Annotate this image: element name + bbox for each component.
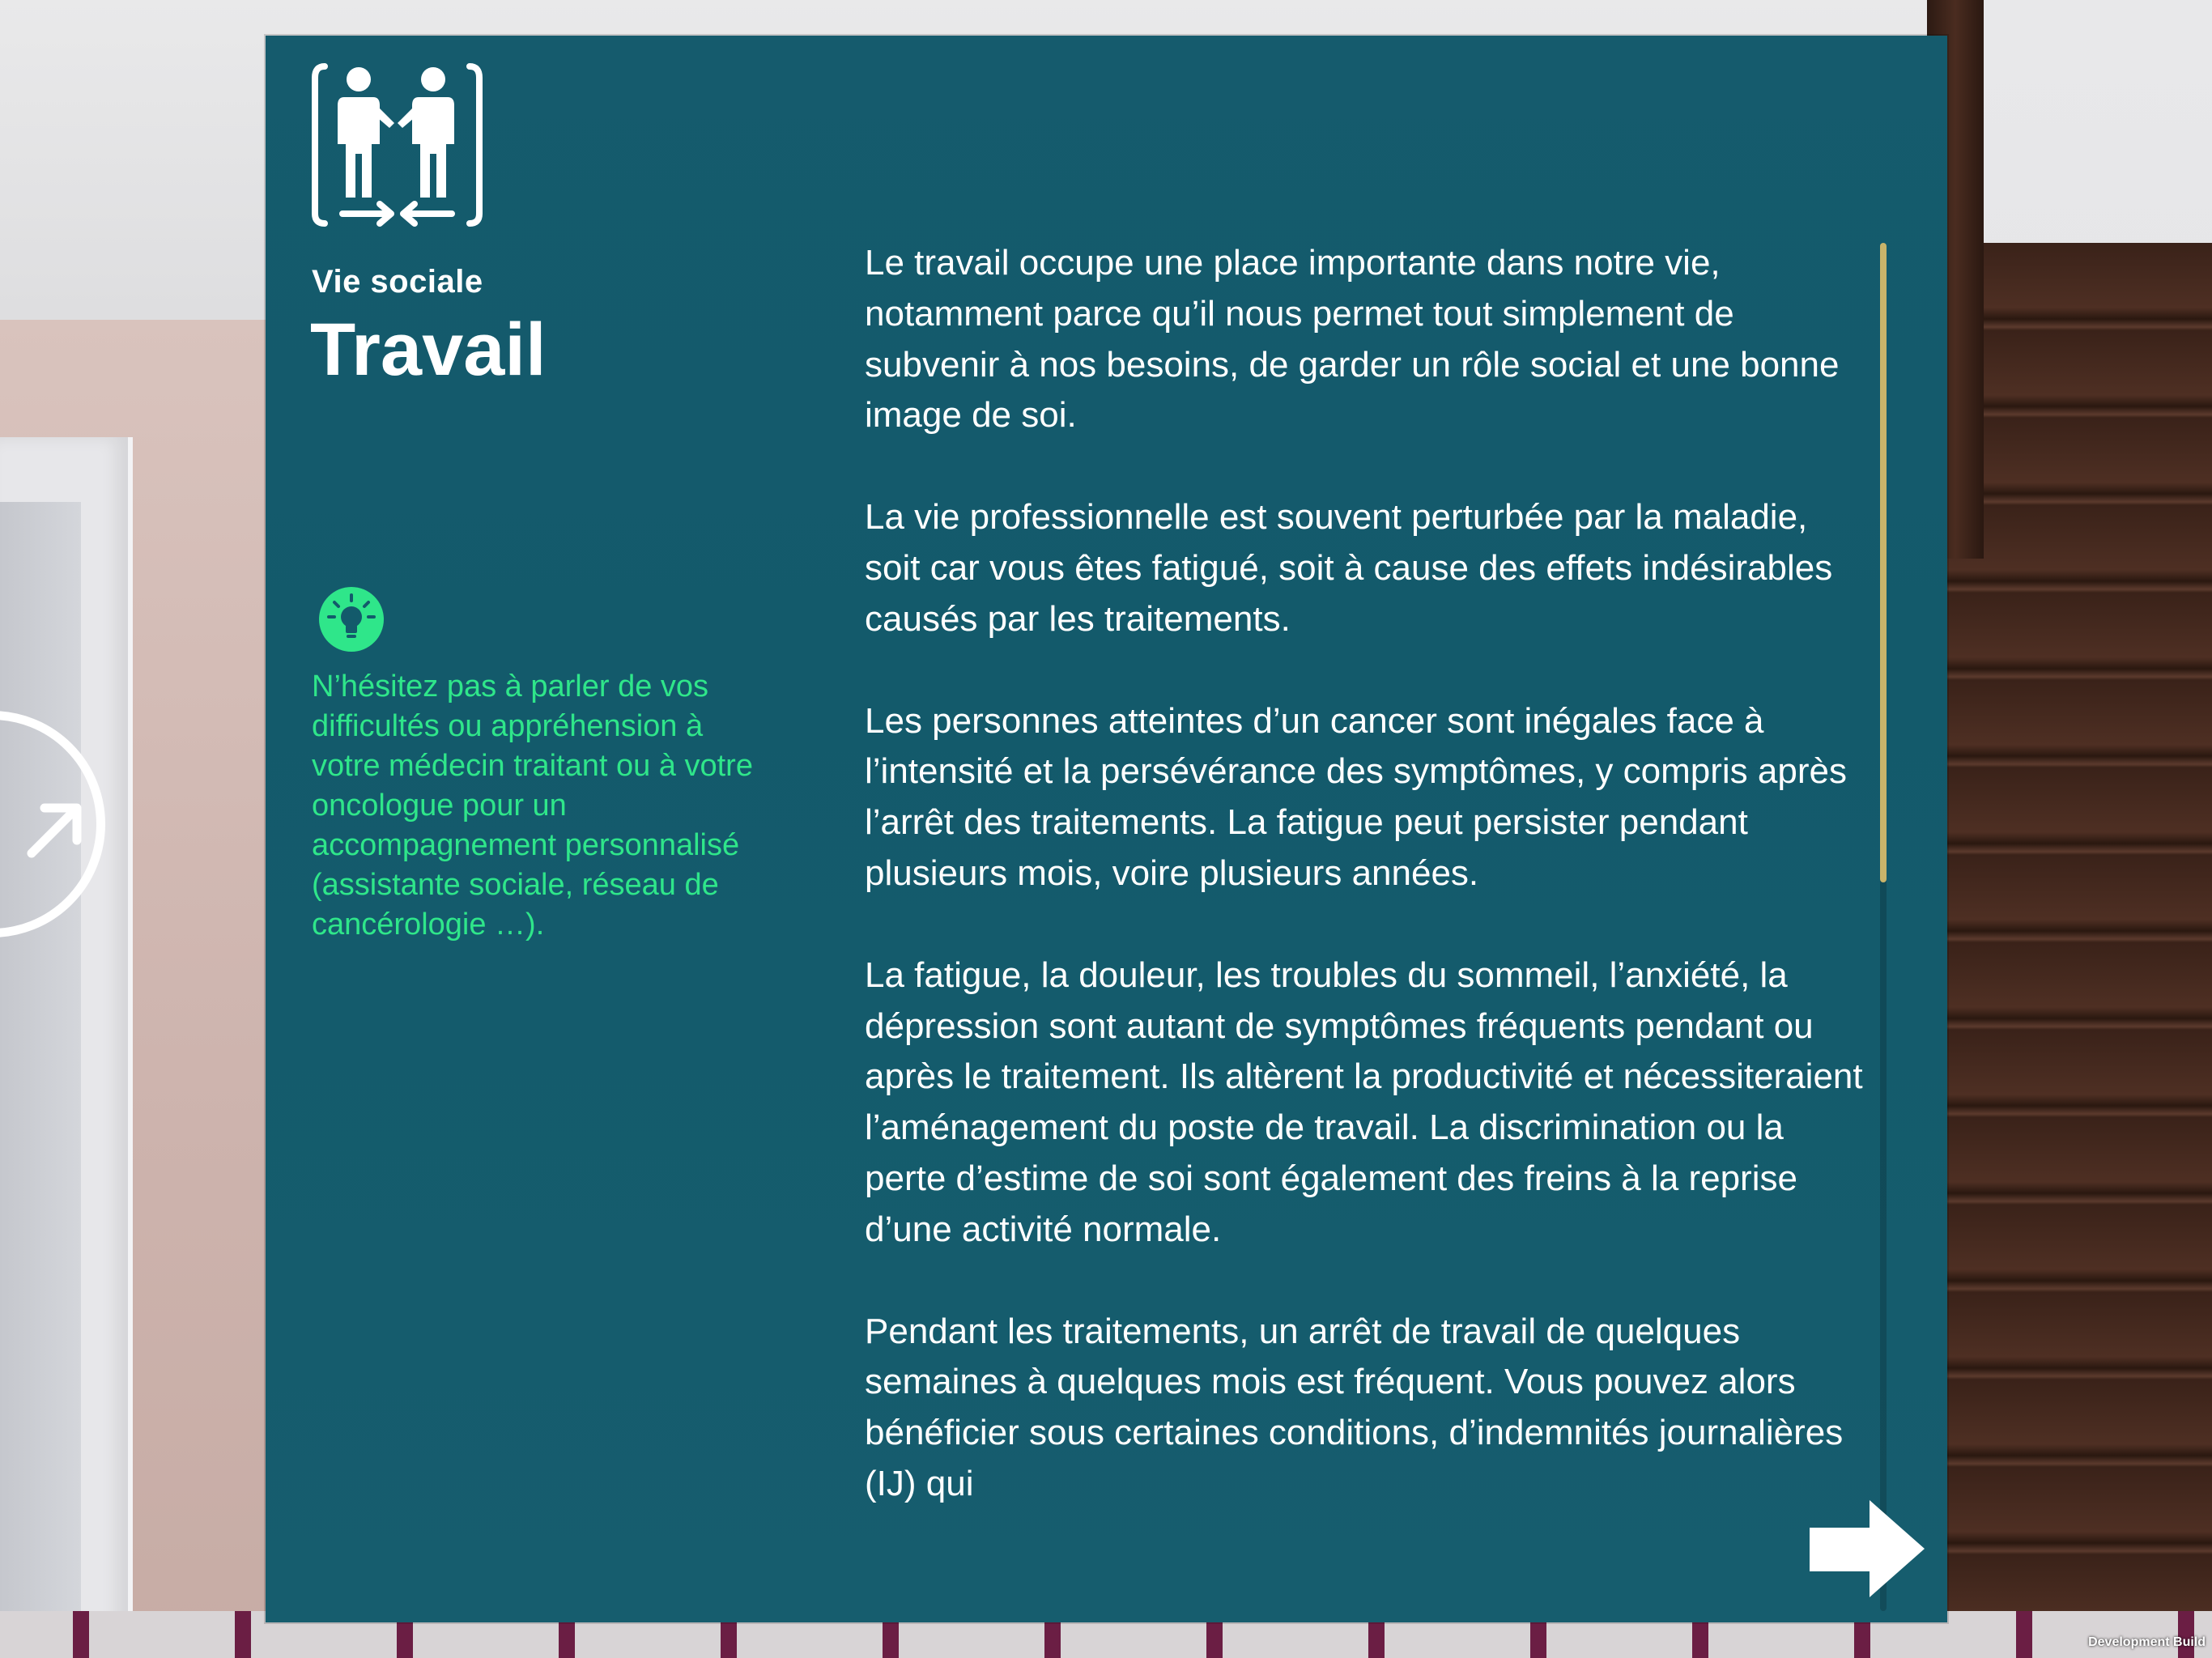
arrow-right-icon (1810, 1500, 1925, 1597)
paragraph: La vie professionnelle est souvent perturbée par la maladie, soit car vous êtes fatigué, soit à cause des effets indésirables causés par les traitements. (865, 497, 1833, 639)
door (0, 502, 81, 1658)
tip-text: N’hésitez pas à parler de vos difficultés ou appréhension à votre médecin traitant ou à votre oncologue pour un accompagnement personnalisé (assistante sociale, réseau de cancérologie …). (312, 670, 753, 942)
paragraph: La fatigue, la douleur, les troubles du sommeil, l’anxiété, la dépression sont autant de symptômes fréquents pendant ou après le traitement. Ils altèrent la productivité et nécessiteraient l’aménagement du poste de travail. La discrimination ou la perte d’estime de soi sont également des freins à la reprise d’une activité normale. (865, 954, 1863, 1249)
info-panel (266, 36, 1947, 1622)
paragraph: Les personnes atteintes d’un cancer sont inégales face à l’intensité et la persévérance des symptômes, y compris après l’arrêt des traitements. La fatigue peut persister pendant plusieurs mois, voire plusieurs années. (865, 700, 1847, 893)
lightbulb-icon (318, 586, 385, 653)
build-label: Development Build (2088, 1635, 2206, 1649)
page-title: Travail (310, 308, 547, 391)
category-label: Vie sociale (312, 264, 483, 300)
scrollbar-thumb[interactable] (1880, 243, 1887, 882)
two-people-exchange-icon (310, 60, 484, 230)
paragraph: Pendant les traitements, un arrêt de travail de quelques semaines à quelques mois est fréquent. Vous pouvez alors bénéficier sous certaines conditions, d’indemnités journalières (IJ) qui (865, 1311, 1844, 1503)
paragraph: Le travail occupe une place importante dans notre vie, notamment parce qu’il nous permet tout simplement de subvenir à nos besoins, de garder un rôle social et une bonne image de soi. (865, 243, 1840, 436)
arrow-up-right-icon (23, 797, 88, 861)
content-scroll-area[interactable] (865, 238, 1869, 1606)
next-button[interactable] (1806, 1497, 1928, 1602)
